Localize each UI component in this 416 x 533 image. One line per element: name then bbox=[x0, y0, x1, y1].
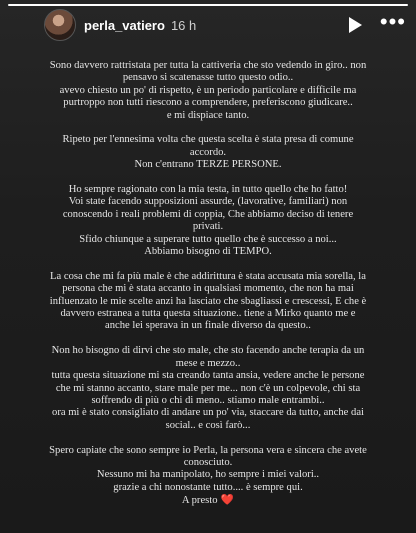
story-line: Spero capiate che sono sempre io Perla, la persona vera e sincera che avete bbox=[49, 444, 367, 456]
story-line: davvero estranea a tutta questa situazione.. tiene a Mirko quanto me e bbox=[60, 308, 356, 320]
story-line: Voi state facendo supposizioni assurde, (lavorative, familiari) non bbox=[68, 196, 348, 208]
story-paragraph bbox=[48, 445, 368, 508]
story-line: mese e mezzo.. bbox=[175, 357, 241, 369]
story-progress-fill bbox=[8, 4, 408, 6]
story-line: Non ho bisogno di dirvi che sto male, che sto facendo anche terapia da un bbox=[51, 345, 365, 357]
story-line: persona che mi è stata accanto in qualsiasi momento, che non ha mai bbox=[62, 283, 354, 295]
story-paragraph bbox=[48, 184, 368, 258]
story-progress-bar bbox=[8, 4, 408, 6]
story-line: avevo chiesto un po' di rispetto, è un periodo particolare e difficile ma bbox=[59, 84, 357, 96]
story-paragraph bbox=[48, 60, 368, 122]
header-actions bbox=[349, 9, 406, 34]
story-paragraph bbox=[48, 134, 368, 171]
story-line: La cosa che mi fa più male è che addirittura è stata accusata mia sorella, la bbox=[50, 270, 366, 282]
story-line: Nessuno mi ha manipolato, ho sempre i miei valori.. bbox=[96, 469, 320, 481]
profile-avatar[interactable] bbox=[44, 9, 76, 41]
story-line: soffrendo di più o chi di meno.. stiamo male entrambi.. bbox=[91, 394, 325, 406]
story-line: pensavo si scatenasse tutto questo odio.. bbox=[122, 72, 294, 84]
story-paragraph bbox=[48, 345, 368, 432]
story-line: privati. bbox=[192, 221, 224, 233]
story-paragraph bbox=[48, 271, 368, 333]
story-line: e mi dispiace tanto. bbox=[166, 109, 250, 121]
story-header bbox=[0, 8, 416, 42]
story-line: che mi stanno accanto, stare male per me... non c'è un colpevole, chi sta bbox=[55, 382, 361, 394]
heart-emoji: ❤️ bbox=[217, 494, 235, 507]
username[interactable]: perla_vatiero bbox=[84, 17, 165, 33]
play-icon[interactable] bbox=[349, 17, 362, 33]
story-line: anche lei sperava in un finale diverso da questo.. bbox=[105, 320, 311, 332]
story-line: purtroppo non tutti riescono a comprendere, preferiscono giudicare.. bbox=[63, 97, 353, 109]
story-line: influenzato le mie scelte anzi ha lasciato che sbagliassi e crescessi, E che è bbox=[49, 295, 367, 307]
story-line: conoscendo i reali problemi di coppia, Che abbiamo deciso di tenere bbox=[62, 208, 354, 220]
story-line: tutta questa situazione mi sta creando tanta ansia, vedere anche le persone bbox=[51, 370, 365, 382]
story-line: accordo. bbox=[189, 146, 227, 158]
story-line: Sono davvero rattristata per tutta la cattiveria che sto vedendo in giro.. non bbox=[49, 60, 367, 71]
story-line: A presto ❤️ bbox=[181, 494, 235, 507]
more-options-icon[interactable]: ••• bbox=[379, 9, 406, 34]
story-line: Sfido chiunque a superare tutto quello che è successo a noi... bbox=[79, 233, 337, 245]
story-line: Ripeto per l'ennesima volta che questa scelta è stata presa di comune bbox=[62, 134, 354, 146]
story-line: ora mi è stato consigliato di andare un po' via, staccare da tutto, anche dai bbox=[52, 407, 364, 419]
story-line: Ho sempre ragionato con la mia testa, in tutto quello che ho fatto! bbox=[68, 184, 348, 196]
story-line: grazie a chi nonostante tutto.... è sempre qui. bbox=[113, 481, 303, 493]
story-line: social.. e così farò... bbox=[165, 419, 251, 431]
story-line: Abbiamo bisogno di TEMPO. bbox=[144, 246, 272, 258]
story-text bbox=[48, 60, 368, 520]
timestamp: 16 h bbox=[170, 17, 197, 33]
story-line: conosciuto. bbox=[183, 456, 233, 468]
story-line: Non c'entrano TERZE PERSONE. bbox=[134, 159, 282, 171]
